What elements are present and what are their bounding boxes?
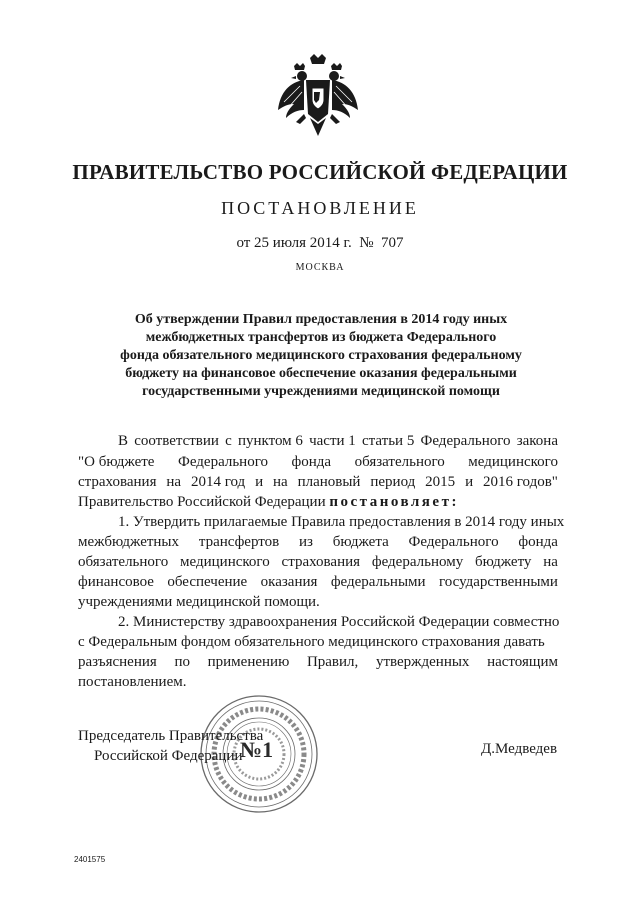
heading-line: государственными учреждениями медицинской помощи: [142, 384, 500, 399]
resolution-word: постановляет:: [329, 494, 459, 510]
heading-line: фонда обязательного медицинского страхования федеральному: [120, 348, 522, 363]
heading-line: бюджету на финансовое обеспечение оказания федеральными: [125, 366, 517, 381]
item1-line-4: финансовое обеспечение оказания федеральными государственными: [78, 574, 558, 590]
government-title: ПРАВИТЕЛЬСТВО РОССИЙСКОЙ ФЕДЕРАЦИИ: [72, 160, 568, 184]
signatory-name: Д.Медведев: [481, 741, 558, 757]
item2-line-4: постановлением.: [78, 674, 187, 690]
heading-line: Об утверждении Правил предоставления в 2014 году иных: [134, 312, 508, 327]
document-type: ПОСТАНОВЛЕНИЕ: [221, 198, 419, 218]
item1-line-1: 1. Утвердить прилагаемые Правила предоставления в 2014 году иных: [118, 514, 565, 530]
heading-line: межбюджетных трансфертов из бюджета Федерального: [145, 330, 497, 345]
seal-number: №1: [240, 737, 274, 762]
document-heading: [90, 311, 552, 401]
intro-line-3: страхования на 2014 год и на плановый период 2015 и 2016 годов": [78, 474, 558, 490]
document-city: МОСКВА: [295, 262, 345, 273]
signatory-position-line: Российской Федерации: [94, 748, 243, 764]
coat-of-arms-emblem: [274, 52, 362, 144]
item2-line-1: 2. Министерству здравоохранения Российской Федерации совместно: [118, 614, 560, 630]
intro-line-4: Правительство Российской Федерации постановляет:: [78, 494, 459, 510]
item1-line-3: обязательного медицинского страхования федеральному бюджету на: [78, 554, 558, 570]
intro-line-1: В соответствии с пунктом 6 части 1 статьи 5 Федерального закона: [118, 433, 558, 449]
signatory-position-line: Председатель Правительства: [78, 728, 264, 744]
item1-line-2: межбюджетных трансфертов из бюджета Федерального фонда: [78, 534, 558, 550]
document-code: 2401575: [74, 855, 106, 864]
item2-line-2: с Федеральным фондом обязательного медицинского страхования давать: [78, 634, 545, 650]
signatory-position: [78, 726, 263, 766]
item1-line-5: учреждениями медицинской помощи.: [78, 594, 320, 610]
document-date-number: от 25 июля 2014 г. № 707: [236, 235, 404, 251]
intro-line-2: "О бюджете Федерального фонда обязательного медицинского: [78, 454, 558, 470]
item2-line-3: разъяснения по применению Правил, утвержденных настоящим: [78, 654, 558, 670]
